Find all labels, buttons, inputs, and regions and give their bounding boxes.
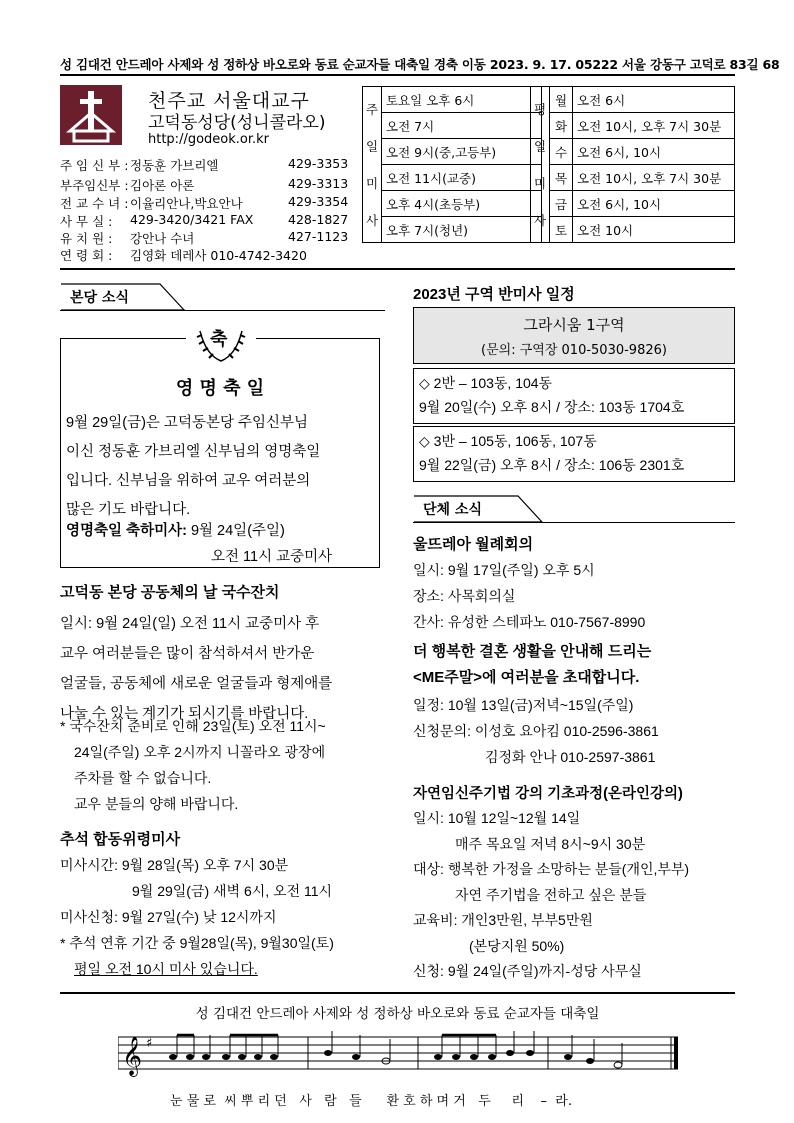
me-line: 일정: 10월 13일(금)저녁~15일(주일) xyxy=(413,697,634,713)
me-body xyxy=(413,692,659,770)
chuseok-line: 평일 오전 10시 미사 있습니다. xyxy=(74,961,258,977)
ursula-line: 간사: 유성한 스테파노 010-7567-8990 xyxy=(413,614,646,630)
staff-phone: 429-3313 xyxy=(288,176,349,191)
ursula-title: 울뜨레아 월례회의 xyxy=(413,536,534,553)
staff-phone: 429-3354 xyxy=(288,194,349,209)
hymn-rule xyxy=(60,992,735,994)
weekday-mass-table xyxy=(530,86,735,243)
weekday-day: 목 xyxy=(550,165,573,191)
staff-phone: 429-3353 xyxy=(288,156,349,171)
me-line: 김정화 안나 010-2597-3861 xyxy=(485,749,656,765)
feast-symbol: 축 xyxy=(210,329,228,350)
note-line: 주차를 할 수 없습니다. xyxy=(74,770,212,786)
label-char: 일 xyxy=(365,138,379,154)
weekday-day: 월 xyxy=(550,87,573,113)
feast-line: 많은 기도 바랍니다. xyxy=(66,502,191,518)
weekday-time: 오전 10시 xyxy=(573,217,735,243)
weekday-time: 오전 6시 xyxy=(573,87,735,113)
note-line: * 국수잔치 준비로 인해 23일(토) 오전 11시~ xyxy=(60,718,326,734)
staff-row xyxy=(60,194,349,212)
section-tab-group-news xyxy=(413,495,543,521)
district-item-detail: 9월 22일(금) 오후 8시 / 장소: 106동 2301호 xyxy=(419,457,685,473)
header-line: 성 김대건 안드레아 사제와 성 정하상 바오로와 동료 순교자들 대축일 경축 이동 2023. 9. 17. 05222 서울 강동구 고덕로 83길 68 xyxy=(60,57,780,72)
staff-phone: 427-1123 xyxy=(288,229,349,244)
me-title-2: <ME주말>에 여러분을 초대합니다. xyxy=(413,669,640,686)
feast-mass-date: 9월 24일(주일) xyxy=(190,523,285,539)
weekday-time: 오전 6시, 10시 xyxy=(573,191,735,217)
noodle-body xyxy=(60,609,332,729)
label-char: 일 xyxy=(533,138,547,154)
noodle-line: 나눌 수 있는 계기가 되시기를 바랍니다. xyxy=(60,706,309,722)
district-item xyxy=(413,426,735,482)
church-icon xyxy=(60,85,122,145)
weekday-time: 오전 10시, 오후 7시 30분 xyxy=(573,113,735,139)
district-item xyxy=(413,368,735,424)
chuseok-line: * 추석 연휴 기간 중 9월28일(목), 9월30일(토) xyxy=(60,935,334,951)
staff-row xyxy=(60,156,349,174)
district-head: 그라시움 1구역 xyxy=(523,316,625,334)
district-item-title: ◇ 2반 – 103동, 104동 xyxy=(419,375,553,391)
label-char: 주 xyxy=(365,101,379,117)
chuseok-line: 미사신청: 9월 27일(수) 낮 12시까지 xyxy=(60,909,277,925)
district-item-title: ◇ 3반 – 105동, 106동, 107동 xyxy=(419,433,597,449)
feast-mass xyxy=(66,519,285,540)
staff-row xyxy=(60,212,349,230)
parish-url[interactable]: http://godeok.or.kr xyxy=(148,132,270,147)
svg-text:𝄞: 𝄞 xyxy=(122,1036,143,1076)
noodle-title: 고덕동 본당 공동체의 날 국수잔치 xyxy=(60,584,280,601)
parish-name: 고덕동성당(성니콜라오) xyxy=(148,113,326,133)
nfp-body xyxy=(413,806,689,985)
district-header-box xyxy=(413,307,735,364)
chuseok-line: 9월 29일(금) 새벽 6시, 오전 11시 xyxy=(132,883,333,899)
feast-mass-label: 영명축일 축하미사: xyxy=(66,523,187,539)
staff-label: 주 임 신 부 : xyxy=(60,158,129,173)
section-underline xyxy=(413,522,735,523)
weekday-day: 토 xyxy=(550,217,573,243)
header-rule-top xyxy=(60,74,735,76)
weekday-time: 오전 6시, 10시 xyxy=(573,139,735,165)
header-rule-bottom xyxy=(60,268,735,270)
feast-line: 입니다. 신부님을 위하여 교우 여러분의 xyxy=(66,473,311,489)
nfp-line: 매주 목요일 저녁 8시~9시 30분 xyxy=(455,835,646,852)
sunday-mass-table xyxy=(362,86,542,243)
staff-phone: 428-1827 xyxy=(288,212,349,227)
parish-logo xyxy=(60,85,122,145)
nfp-line: 대상: 행복한 가정을 소망하는 분들(개인,부부) xyxy=(413,861,690,877)
weekday-day: 수 xyxy=(550,139,573,165)
feast-emblem xyxy=(186,321,256,365)
label-char: 사 xyxy=(365,212,379,228)
district-contact: (문의: 구역장 010-5030-9826) xyxy=(481,343,667,358)
sunday-mass-time: 오전 7시 xyxy=(382,113,542,139)
sunday-mass-time: 오후 4시(초등부) xyxy=(382,191,542,217)
staff-row xyxy=(60,246,307,264)
chuseok-body xyxy=(60,852,334,982)
nfp-line: (본당지원 50%) xyxy=(469,937,565,954)
staff-value: 김영화 데레사 010-4742-3420 xyxy=(130,248,307,263)
nfp-line: 신청: 9월 24일(주일)까지-성당 사무실 xyxy=(413,963,642,979)
staff-label: 연 령 회 : xyxy=(60,248,113,263)
label-char: 평 xyxy=(533,101,547,117)
sunday-mass-time: 오전 9시(중,고등부) xyxy=(382,139,542,165)
chuseok-title: 추석 합동위령미사 xyxy=(60,831,181,848)
feast-line: 9월 29일(금)은 고덕동본당 주임신부님 xyxy=(66,415,309,431)
label-char: 사 xyxy=(533,212,547,228)
nfp-line: 자연 주기법을 전하고 싶은 분들 xyxy=(455,886,647,903)
feast-box xyxy=(60,329,380,568)
hymn-title: 성 김대건 안드레아 사제와 성 정하상 바오로와 동료 순교자들 대축일 xyxy=(195,1006,600,1022)
label-char: 미 xyxy=(365,175,379,191)
section-title: 단체 소식 xyxy=(423,502,482,518)
note-line: 24일(주일) 오후 2시까지 니꼴라오 광장에 xyxy=(74,744,326,760)
staff-value: 강안나 수녀 xyxy=(130,231,195,246)
feast-body xyxy=(66,409,320,525)
noodle-line: 얼굴들, 공동체에 새로운 얼굴들과 형제애를 xyxy=(60,676,333,692)
staff-label: 사 무 실 : xyxy=(60,214,113,229)
staff-value: 김아론 아론 xyxy=(130,178,195,193)
staff-label: 전 교 수 녀 : xyxy=(60,196,129,211)
ursula-body xyxy=(413,557,645,635)
me-line: 신청문의: 이성호 요아킴 010-2596-3861 xyxy=(413,723,659,739)
staff-value: 이율리안나,박요안나 xyxy=(130,196,243,211)
section-underline xyxy=(60,310,385,311)
staff-label: 부주임신부 : xyxy=(60,178,129,193)
me-title-1: 더 행복한 결혼 생활을 안내해 드리는 xyxy=(413,643,652,660)
ursula-line: 장소: 사목회의실 xyxy=(413,588,516,604)
section-title: 본당 소식 xyxy=(70,290,129,306)
district-item-detail: 9월 20일(수) 오후 8시 / 장소: 103동 1704호 xyxy=(419,399,685,415)
section-tab-parish-news xyxy=(60,283,185,309)
feast-title: 영 명 축 일 xyxy=(175,378,265,399)
diocese-name: 천주교 서울대교구 xyxy=(148,90,310,112)
weekday-mass-label xyxy=(531,87,550,243)
sunday-mass-time: 오전 11시(교중) xyxy=(382,165,542,191)
note-line: 교우 분들의 양해 바랍니다. xyxy=(74,796,239,812)
staff-row xyxy=(60,176,349,194)
nfp-line: 일시: 10월 12일~12월 14일 xyxy=(413,810,581,826)
feast-line: 이신 정동훈 가브리엘 신부님의 영명축일 xyxy=(66,444,321,460)
music-staff-icon xyxy=(118,1015,678,1085)
staff-value: 429-3420/3421 FAX xyxy=(130,212,254,227)
district-title: 2023년 구역 반미사 일정 xyxy=(413,286,575,303)
weekday-day: 화 xyxy=(550,113,573,139)
sunday-mass-time: 오후 7시(청년) xyxy=(382,217,542,243)
nfp-title: 자연임신주기법 강의 기초과정(온라인강의) xyxy=(413,786,683,802)
ursula-line: 일시: 9월 17일(주일) 오후 5시 xyxy=(413,562,595,578)
staff-label: 유 치 원 : xyxy=(60,231,113,246)
noodle-line: 일시: 9월 24일(일) 오전 11시 교중미사 후 xyxy=(60,616,320,632)
hymn-lyrics: 눈 물 로 씨 뿌 리 던 사 람 들 환 호 하 며 거 두 리 – 라. xyxy=(170,1094,572,1109)
nfp-line: 교육비: 개인3만원, 부부5만원 xyxy=(413,912,593,928)
staff-row xyxy=(60,229,349,247)
label-char: 미 xyxy=(533,175,547,191)
staff-value: 정동훈 가브리엘 xyxy=(130,158,219,173)
noodle-notes xyxy=(60,713,326,817)
weekday-day: 금 xyxy=(550,191,573,217)
chuseok-line: 미사시간: 9월 28일(목) 오후 7시 30분 xyxy=(60,857,289,873)
sunday-mass-time: 토요일 오후 6시 xyxy=(382,87,542,113)
feast-mass-time: 오전 11시 교중미사 xyxy=(211,549,333,565)
svg-text:♯: ♯ xyxy=(146,1036,153,1051)
sheet-music xyxy=(118,1015,678,1085)
noodle-line: 교우 여러분들은 많이 참석하셔서 반가운 xyxy=(60,646,315,662)
sunday-mass-label xyxy=(363,87,382,243)
weekday-time: 오전 10시, 오후 7시 30분 xyxy=(573,165,735,191)
